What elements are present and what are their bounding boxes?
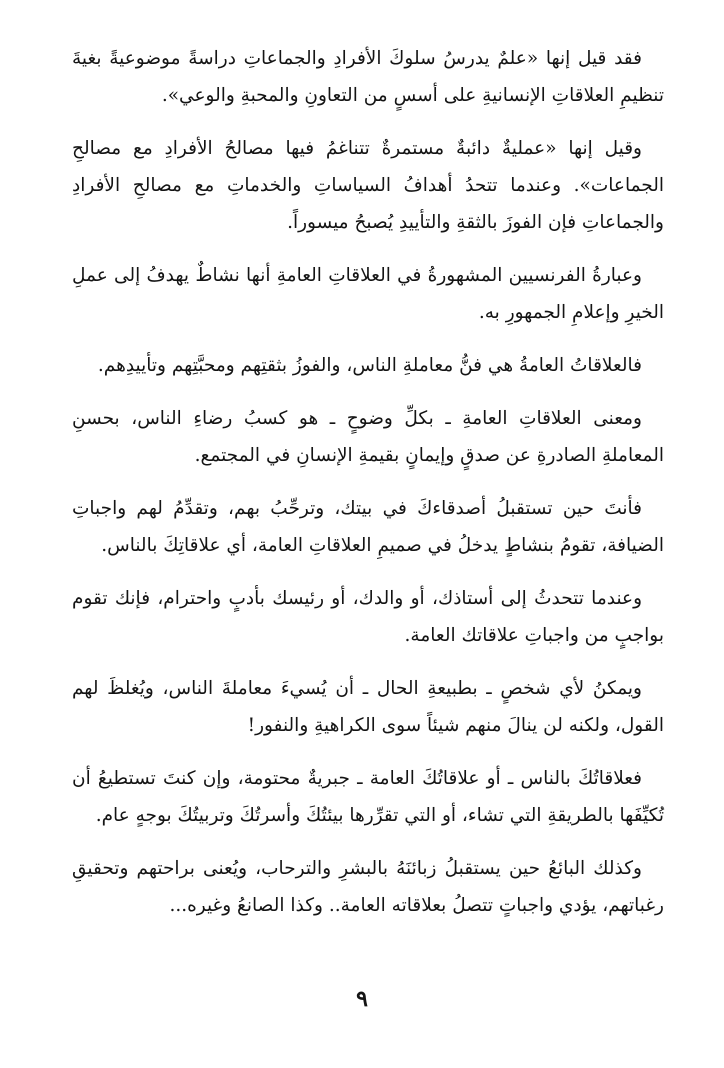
paragraph-5: ومعنى العلاقاتِ العامةِ ـ بكلِّ وضوحٍ ـ هو كسبُ رضاءِ الناس، بحسنِ المعاملةِ الصادرةِ عن صدقٍ وإيمانٍ بقيمةِ الإنسانِ في المجتمع. xyxy=(72,408,664,466)
paragraph-6: فأنتَ حين تستقبلُ أصدقاءكَ في بيتك، وترحِّبُ بهم، وتقدِّمُ لهم واجباتِ الضيافة، تقومُ بنشاطٍ يدخلُ في صميمِ العلاقاتِ العامة، أي علاقاتِكَ بالناس. xyxy=(72,498,664,556)
paragraph-3: وعبارةُ الفرنسيين المشهورةُ في العلاقاتِ العامةِ أنها نشاطٌ يهدفُ إلى عملِ الخيرِ وإعلامِ الجمهورِ به. xyxy=(72,265,664,323)
paragraph-10: وكذلك البائعُ حين يستقبلُ زبائنَهُ بالبشرِ والترحاب، ويُعنى براحتهم وتحقيقِ رغباتهم، يؤدي واجباتٍ تتصلُ بعلاقاته العامة.. وكذا الصانعُ وغيره... xyxy=(72,858,664,916)
paragraph-1: فقد قيل إنها «علمٌ يدرسُ سلوكَ الأفرادِ والجماعاتِ دراسةً موضوعيةً بغيةَ تنظيمِ العلاقاتِ الإنسانيةِ على أسسٍ من التعاونِ والمحبةِ والوعي». xyxy=(72,48,664,106)
paragraph-2: وقيل إنها «عمليةٌ دائبةٌ مستمرةٌ تتناغمُ فيها مصالحُ الأفرادِ مع مصالحِ الجماعات». وعندما تتحدُ أهدافُ السياساتِ والخدماتِ مع مصالحِ الأفرادِ والجماعاتِ فإن الفوزَ بالثقةِ والتأييدِ يُصبحُ ميسوراً. xyxy=(72,138,664,233)
paragraph-4: فالعلاقاتُ العامةُ هي فنُّ معاملةِ الناس، والفوزُ بثقتِهم ومحبَّتِهم وتأييدِهم. xyxy=(97,355,642,376)
paragraph-8: ويمكنُ لأي شخصٍ ـ بطبيعةِ الحال ـ أن يُسيءَ معاملةَ الناس، ويُغلظَ لهم القول، ولكنه لن ينالَ منهم شيئاً سوى الكراهيةِ والنفور! xyxy=(72,678,664,736)
page-text-body xyxy=(72,40,664,940)
page-number: ٩ xyxy=(356,986,368,1012)
paragraph-9: فعلاقاتُكَ بالناس ـ أو علاقاتُكَ العامة ـ جبريةٌ محتومة، وإن كنتَ تستطيعُ أن تُكيِّفَها بالطريقةِ التي تشاء، أو التي تقرِّرها بيئتُكَ وأسرتُكَ وتربيتُكَ بوجهٍ عام. xyxy=(72,768,664,826)
paragraph-7: وعندما تتحدثُ إلى أستاذك، أو والدك، أو رئيسك بأدبٍ واحترام، فإنك تقوم بواجبٍ من واجباتِ علاقاتك العامة. xyxy=(72,588,664,646)
